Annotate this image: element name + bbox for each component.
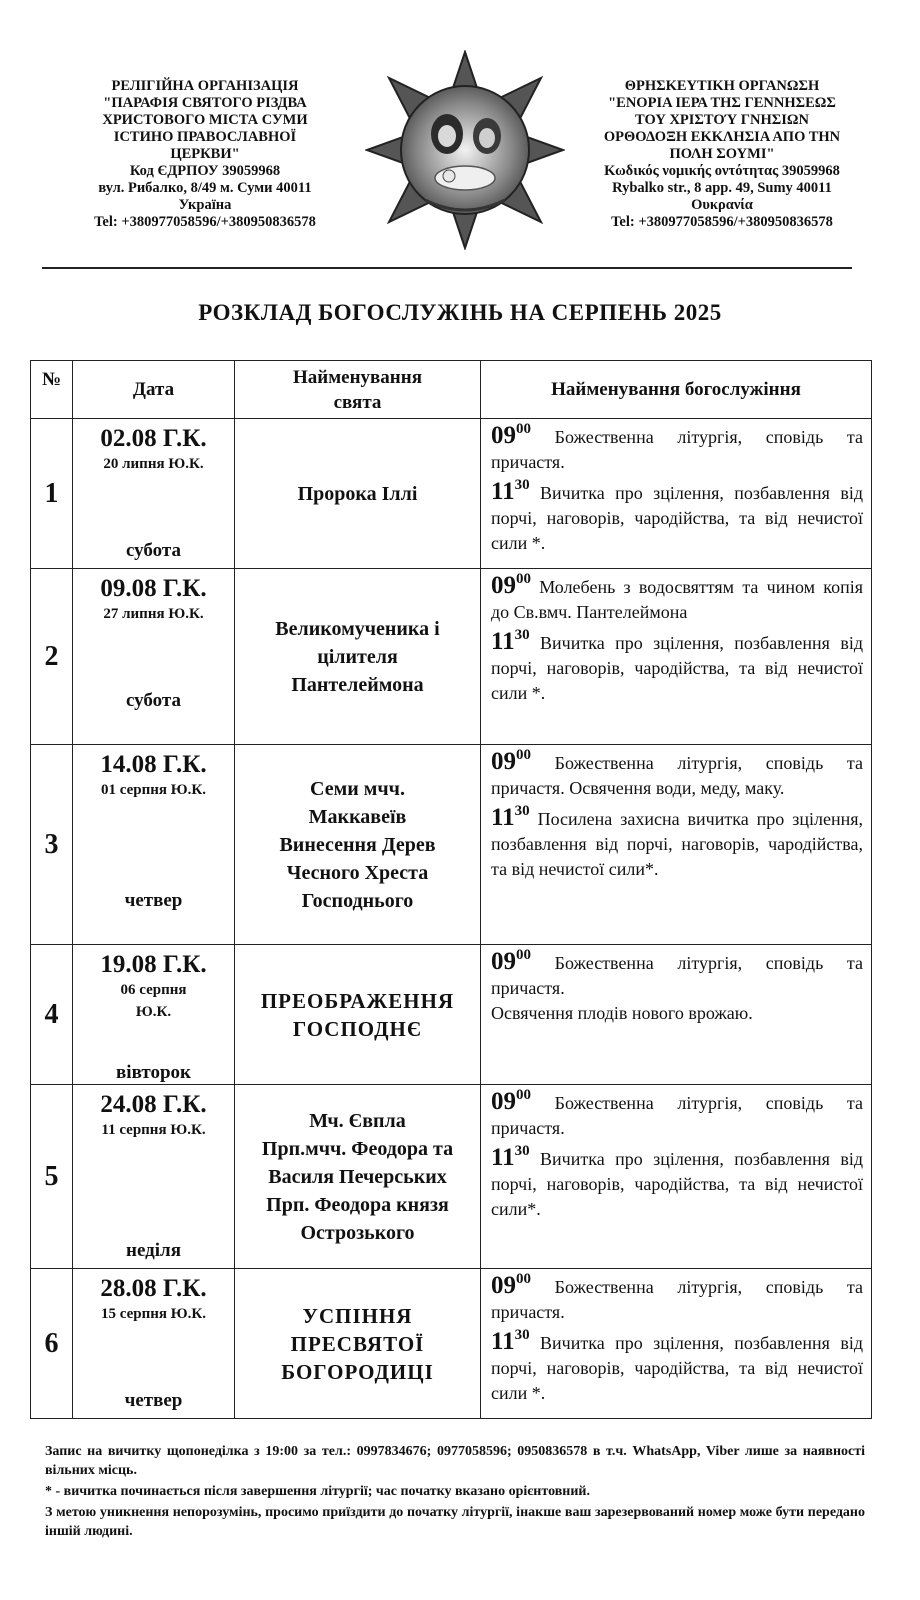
org-phone: Tel: +380977058596/+380950836578 [611, 214, 833, 230]
service-entry [491, 1089, 863, 1141]
service-time: $11^{30}$ [491, 477, 530, 505]
footer-booking-note: Запис на вичитку щопонеділка з 19:00 за тел.: 0997834676; 0977058596; 0950836578 в т.ч. WhatsApp, Viber лише за наявності вільних місць. [45, 1444, 865, 1478]
table-row [31, 945, 872, 1085]
row-number: 5 [31, 1085, 73, 1269]
date-julian: 01 серпня Ю.К. [100, 782, 206, 798]
weekday: четвер [124, 1390, 183, 1411]
table-header-row [31, 361, 872, 419]
holiday-line: УСПІННЯ [302, 1303, 413, 1328]
holiday-cell [235, 945, 481, 1085]
weekday: четвер [124, 890, 183, 911]
table-row [31, 1085, 872, 1269]
header-holiday-line: свята [333, 391, 382, 413]
service-time: $09^{00}$ [491, 571, 531, 599]
service-text: Вичитка про зцілення, позбавлення від порчі, наговорів, чародійства, та від нечистої сили *. [491, 633, 864, 703]
org-line: "ПАРАФІЯ СВЯТОГО РІЗДВА [103, 95, 307, 111]
service-text: Божественна літургія, сповідь та причастя. [491, 1093, 864, 1138]
org-phone: Tel: +380977058596/+380950836578 [94, 214, 316, 230]
service-text: Вичитка про зцілення, позбавлення від порчі, наговорів, чародійства, та від нечистої сили*. [491, 1149, 864, 1219]
service-text: Вичитка про зцілення, позбавлення від порчі, наговорів, чародійства, та від нечистої сили *. [491, 483, 864, 553]
service-text: Божественна літургія, сповідь та причастя. [491, 953, 864, 998]
service-time: $09^{00}$ [491, 747, 531, 775]
holiday-line: Маккавеїв [308, 805, 407, 828]
service-text: Освячення плодів нового врожаю. [491, 1003, 753, 1023]
row-number: 2 [31, 569, 73, 745]
row-number: 4 [31, 945, 73, 1085]
date-julian: 20 липня Ю.К. [103, 456, 204, 472]
service-entry [491, 805, 863, 882]
holiday-line: Василя Печерських [268, 1165, 447, 1188]
header-service: Найменування богослужіння [481, 361, 872, 419]
service-entry [491, 479, 863, 556]
service-text: Божественна літургія, сповідь та причастя. [491, 1277, 864, 1322]
service-entry [491, 749, 863, 801]
service-cell [481, 1085, 872, 1269]
service-time: $09^{00}$ [491, 421, 531, 449]
schedule-table [30, 360, 872, 1419]
service-time: $11^{30}$ [491, 1143, 530, 1171]
service-text: Божественна літургія, сповідь та причастя. Освячення води, меду, маку. [491, 753, 864, 798]
service-time: $09^{00}$ [491, 947, 531, 975]
service-cell [481, 419, 872, 569]
service-text: Посилена захисна вичитка про зцілення, позбавлення від порчі, наговорів, чародійства, та від нечистої сили*. [491, 809, 864, 879]
table-row [31, 745, 872, 945]
date-gregorian: 24.08 Г.К. [100, 1091, 207, 1118]
holiday-cell [235, 569, 481, 745]
date-gregorian: 09.08 Г.К. [100, 575, 207, 602]
service-text: Вичитка про зцілення, позбавлення від порчі, наговорів, чародійства, та від нечистої сили *. [491, 1333, 864, 1403]
org-code: Κωδικός νομικής οντότητας 39059968 [604, 163, 840, 179]
header-number: № [31, 361, 73, 419]
holiday-line: Чесного Хреста [286, 861, 429, 884]
date-gregorian: 14.08 Г.К. [100, 751, 207, 778]
holiday-line: цілителя [317, 645, 398, 668]
holiday-line: Пророка Іллі [297, 482, 418, 505]
header-holiday [235, 361, 481, 419]
service-cell [481, 945, 872, 1085]
holiday-line: Прп.мчч. Феодора та [261, 1137, 454, 1160]
weekday: вівторок [116, 1062, 191, 1083]
date-julian: 06 серпня Ю.К. [120, 982, 187, 1020]
service-entry [491, 949, 863, 1001]
footer-arrival-note: З метою уникнення непорозумінь, просимо приїздити до початку літургії, інакше ваш зарезервований номер може бути передано іншій людині. [45, 1505, 865, 1539]
page-title: РОЗКЛАД БОГОСЛУЖІНЬ НА СЕРПЕНЬ 2025 [198, 300, 722, 325]
holiday-line: БОГОРОДИЦІ [281, 1359, 434, 1384]
service-entry [491, 423, 863, 475]
holiday-line: ГОСПОДНЄ [292, 1016, 423, 1041]
holiday-line: Винесення Дерев [279, 833, 436, 856]
holiday-line: Мч. Євпла [309, 1109, 406, 1132]
org-code: Код ЄДРПОУ 39059968 [129, 163, 281, 179]
service-cell [481, 1269, 872, 1419]
service-cell [481, 745, 872, 945]
org-line: "ΕΝΟΡΙΑ ΙΕΡΑ ΤΗΣ ΓΕΝΝΗΣΕΩΣ [608, 95, 836, 111]
holiday-line: Великомученика і [275, 617, 440, 640]
service-cell [481, 569, 872, 745]
row-number: 3 [31, 745, 73, 945]
holiday-line: Прп. Феодора князя [266, 1193, 449, 1216]
weekday: субота [126, 690, 181, 711]
letterhead-greek [572, 78, 872, 231]
weekday: субота [126, 540, 181, 561]
holiday-line: ПРЕОБРАЖЕННЯ [260, 988, 455, 1013]
date-cell [73, 1269, 235, 1419]
nativity-star-icon [365, 50, 565, 250]
date-cell [73, 945, 235, 1085]
service-time: $09^{00}$ [491, 1271, 531, 1299]
date-cell [73, 419, 235, 569]
org-line: ΟΡΘΟΔΟΞΗ ΕΚΚΛΗΣΙΑ ΑΠΟ ΤΗΝ [603, 129, 841, 145]
table-row [31, 1269, 872, 1419]
org-line: ΘΡΗΣΚΕΥΤΙΚΗ ΟΡΓΑΝΩΣΗ [624, 78, 820, 94]
row-number: 1 [31, 419, 73, 569]
date-gregorian: 02.08 Г.К. [100, 425, 207, 452]
holiday-line: Пантелеймона [291, 673, 424, 696]
footer-asterisk-note: * - вичитка починається після завершення літургії; час початку вказано орієнтовний. [45, 1484, 590, 1499]
holiday-cell [235, 1269, 481, 1419]
header-date: Дата [73, 361, 235, 419]
org-line: ІСТИНО ПРАВОСЛАВНОЇ [113, 129, 297, 145]
header-divider [42, 267, 852, 269]
service-time: $09^{00}$ [491, 1087, 531, 1115]
service-entry [491, 1001, 863, 1026]
date-julian: 15 серпня Ю.К. [100, 1306, 206, 1322]
header-holiday-line: Найменування [293, 366, 422, 388]
service-entry [491, 1145, 863, 1222]
date-cell [73, 569, 235, 745]
holiday-line: Острозького [300, 1221, 415, 1244]
holiday-cell [235, 1085, 481, 1269]
holiday-cell [235, 419, 481, 569]
org-address: вул. Рибалко, 8/49 м. Суми 40011 [98, 180, 312, 196]
date-julian: 11 серпня Ю.К. [101, 1122, 206, 1138]
date-cell [73, 745, 235, 945]
service-time: $11^{30}$ [491, 627, 530, 655]
footer-notes [45, 1442, 865, 1541]
service-time: $11^{30}$ [491, 1327, 530, 1355]
holiday-line: ПРЕСВЯТОЇ [290, 1331, 425, 1356]
org-line: РЕЛІГІЙНА ОРГАНІЗАЦІЯ [111, 78, 299, 94]
date-julian: 27 липня Ю.К. [103, 606, 204, 622]
service-time: $11^{30}$ [491, 803, 530, 831]
table-row [31, 569, 872, 745]
letterhead [40, 78, 880, 268]
service-entry [491, 573, 863, 625]
org-line: ΠΟΛΗ ΣΟΥΜΙ" [669, 146, 775, 162]
org-line: ΤΟΥ ΧΡΙΣΤΟΎ ΓΝΗΣΙΩΝ [635, 112, 809, 128]
row-number: 6 [31, 1269, 73, 1419]
service-text: Молебень з водосвяттям та чином копія до Св.вмч. Пантелеймона [491, 577, 863, 622]
service-entry [491, 629, 863, 706]
holiday-cell [235, 745, 481, 945]
date-cell [73, 1085, 235, 1269]
org-line: ХРИСТОВОГО МІСТА СУМИ [102, 112, 308, 128]
date-gregorian: 28.08 Г.К. [100, 1275, 207, 1302]
weekday: неділя [126, 1240, 181, 1261]
holiday-line: Семи мчч. [310, 777, 405, 800]
service-text: Божественна літургія, сповідь та причастя. [491, 427, 864, 472]
holiday-line: Господнього [301, 889, 414, 912]
org-address: Rybalko str., 8 app. 49, Sumy 40011 [612, 180, 832, 196]
service-entry [491, 1329, 863, 1406]
org-country: Ουκρανία [691, 197, 753, 213]
org-country: Україна [178, 197, 232, 213]
table-row [31, 419, 872, 569]
date-gregorian: 19.08 Г.К. [100, 951, 207, 978]
service-entry [491, 1273, 863, 1325]
org-line: ЦЕРКВИ" [170, 146, 240, 162]
letterhead-ukrainian [50, 78, 360, 231]
